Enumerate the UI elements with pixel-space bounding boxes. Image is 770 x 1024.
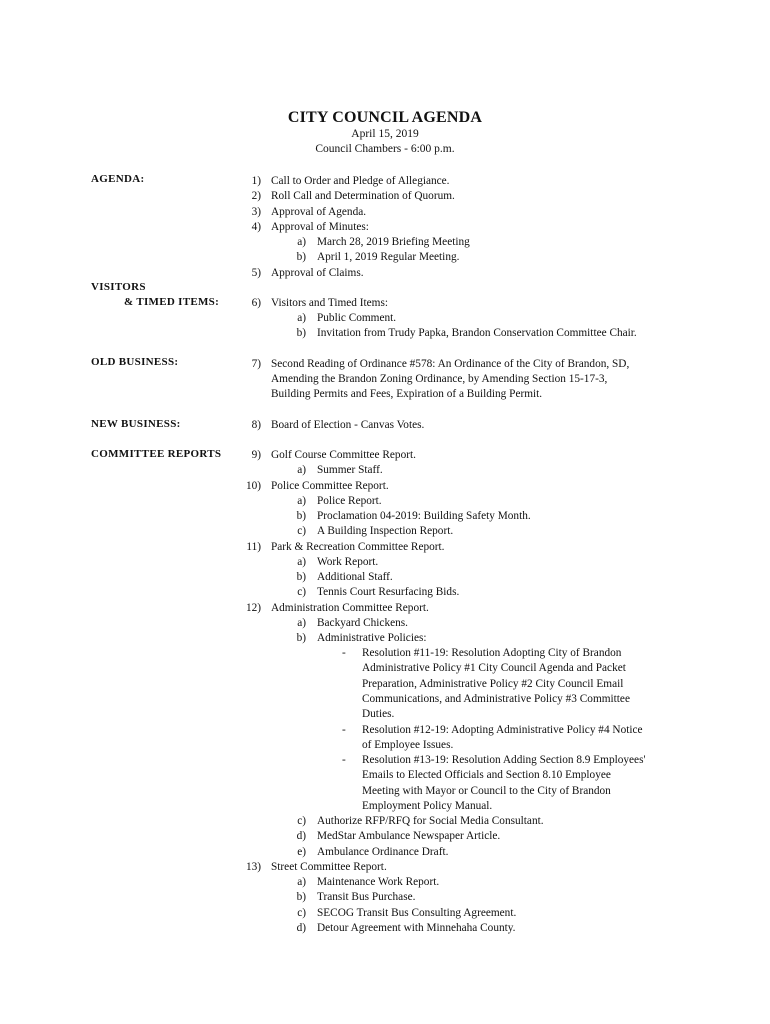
- item-number: 8): [251, 419, 261, 431]
- item-text: A Building Inspection Report.: [317, 525, 454, 537]
- item-text: Additional Staff.: [317, 571, 393, 583]
- agenda-line: [0, 921, 770, 936]
- item-text: Board of Election - Canvas Votes.: [271, 419, 425, 431]
- item-text: Communications, and Administrative Policy #3 Committee: [362, 693, 630, 705]
- item-number: b): [296, 632, 306, 644]
- agenda-line: [0, 738, 770, 753]
- agenda-line: [0, 677, 770, 692]
- agenda-line: [0, 860, 770, 875]
- section-timed-items: & TIMED ITEMS:: [124, 296, 220, 308]
- item-number: d): [296, 922, 306, 934]
- item-number: 10): [245, 480, 261, 492]
- item-text: Visitors and Timed Items:: [271, 297, 389, 309]
- item-text: April 1, 2019 Regular Meeting.: [317, 251, 460, 263]
- item-number: 7): [251, 358, 261, 370]
- item-text: Park & Recreation Committee Report.: [271, 541, 445, 553]
- item-number: c): [297, 907, 306, 919]
- item-number: a): [297, 876, 306, 888]
- item-text: Police Committee Report.: [271, 480, 389, 492]
- agenda-line: [0, 250, 770, 265]
- agenda-line: [0, 418, 770, 433]
- item-text: MedStar Ambulance Newspaper Article.: [317, 830, 501, 842]
- bullet-dash: -: [342, 647, 346, 659]
- item-number: b): [296, 251, 306, 263]
- item-number: b): [296, 510, 306, 522]
- item-text: Street Committee Report.: [271, 861, 387, 873]
- item-number: 5): [251, 267, 261, 279]
- item-text: March 28, 2019 Briefing Meeting: [317, 236, 470, 248]
- section-visitors: VISITORS: [91, 281, 146, 293]
- item-text: Resolution #13-19: Resolution Adding Section 8.9 Employees': [362, 754, 646, 766]
- item-text: Proclamation 04-2019: Building Safety Month.: [317, 510, 531, 522]
- agenda-line: [0, 723, 770, 738]
- agenda-line: [0, 540, 770, 555]
- item-number: 1): [251, 175, 261, 187]
- item-number: 2): [251, 190, 261, 202]
- item-text: Golf Course Committee Report.: [271, 449, 416, 461]
- agenda-line: [0, 814, 770, 829]
- item-text: Administration Committee Report.: [271, 602, 429, 614]
- item-text: Administrative Policies:: [317, 632, 427, 644]
- agenda-line: [0, 799, 770, 814]
- item-text: Tennis Court Resurfacing Bids.: [317, 586, 460, 598]
- agenda-line: [0, 296, 770, 311]
- agenda-line: [0, 311, 770, 326]
- page-title: CITY COUNCIL AGENDA: [287, 109, 483, 126]
- item-text: Backyard Chickens.: [317, 617, 408, 629]
- bullet-dash: -: [342, 724, 346, 736]
- agenda-line: [0, 875, 770, 890]
- item-text: Ambulance Ordinance Draft.: [317, 846, 449, 858]
- item-text: SECOG Transit Bus Consulting Agreement.: [317, 907, 517, 919]
- item-number: a): [297, 236, 306, 248]
- item-number: c): [297, 525, 306, 537]
- item-text: Second Reading of Ordinance #578: An Ordinance of the City of Brandon, SD,: [271, 358, 630, 370]
- agenda-line: [0, 570, 770, 585]
- item-number: 3): [251, 206, 261, 218]
- item-number: 11): [246, 541, 261, 553]
- item-text: Invitation from Trudy Papka, Brandon Conservation Committee Chair.: [317, 327, 637, 339]
- section-old-business: OLD BUSINESS:: [91, 356, 179, 368]
- section-committee-reports: COMMITTEE REPORTS: [91, 448, 222, 460]
- item-text: Approval of Claims.: [271, 267, 364, 279]
- item-number: c): [297, 586, 306, 598]
- agenda-line: [0, 205, 770, 220]
- item-number: b): [296, 327, 306, 339]
- item-text: Employment Policy Manual.: [362, 800, 493, 812]
- agenda-line: [0, 479, 770, 494]
- meeting-date: April 15, 2019: [351, 128, 419, 140]
- item-text: Detour Agreement with Minnehaha County.: [317, 922, 516, 934]
- item-text: Preparation, Administrative Policy #2 City Council Email: [362, 678, 624, 690]
- item-number: a): [297, 312, 306, 324]
- agenda-line: [0, 631, 770, 646]
- item-text: Police Report.: [317, 495, 382, 507]
- item-number: 9): [251, 449, 261, 461]
- item-text: Roll Call and Determination of Quorum.: [271, 190, 455, 202]
- item-text: of Employee Issues.: [362, 739, 454, 751]
- agenda-line: [0, 524, 770, 539]
- agenda-line: [0, 661, 770, 676]
- item-text: Approval of Minutes:: [271, 221, 369, 233]
- agenda-line: [0, 707, 770, 722]
- item-number: a): [297, 617, 306, 629]
- item-text: Duties.: [362, 708, 395, 720]
- bullet-dash: -: [342, 754, 346, 766]
- item-text: Transit Bus Purchase.: [317, 891, 416, 903]
- item-text: Amending the Brandon Zoning Ordinance, by Amending Section 15-17-3,: [271, 373, 608, 385]
- agenda-line: [0, 387, 770, 402]
- item-text: Approval of Agenda.: [271, 206, 367, 218]
- item-text: Administrative Policy #1 City Council Agenda and Packet: [362, 662, 626, 674]
- agenda-line: [0, 890, 770, 905]
- agenda-line: [0, 372, 770, 387]
- agenda-line: [0, 448, 770, 463]
- item-number: 4): [251, 221, 261, 233]
- agenda-line: [0, 555, 770, 570]
- agenda-line: [0, 601, 770, 616]
- section-new-business: NEW BUSINESS:: [91, 418, 181, 430]
- agenda-line: [0, 463, 770, 478]
- item-text: Building Permits and Fees, Expiration of a Building Permit.: [271, 388, 543, 400]
- item-text: Work Report.: [317, 556, 379, 568]
- agenda-line: [0, 174, 770, 189]
- item-number: d): [296, 830, 306, 842]
- agenda-line: [0, 220, 770, 235]
- item-text: Emails to Elected Officials and Section 8.10 Employee: [362, 769, 611, 781]
- item-text: Call to Order and Pledge of Allegiance.: [271, 175, 450, 187]
- item-text: Maintenance Work Report.: [317, 876, 440, 888]
- item-number: b): [296, 571, 306, 583]
- agenda-line: [0, 616, 770, 631]
- item-number: b): [296, 891, 306, 903]
- item-text: Meeting with Mayor or Council to the City of Brandon: [362, 785, 611, 797]
- item-number: a): [297, 495, 306, 507]
- agenda-line: [0, 768, 770, 783]
- item-number: a): [297, 556, 306, 568]
- item-text: Public Comment.: [317, 312, 397, 324]
- item-number: a): [297, 464, 306, 476]
- agenda-line: [0, 646, 770, 661]
- agenda-line: [0, 266, 770, 281]
- agenda-line: [0, 829, 770, 844]
- agenda-line: [0, 692, 770, 707]
- agenda-line: [0, 189, 770, 204]
- item-number: 13): [245, 861, 261, 873]
- agenda-line: [0, 494, 770, 509]
- section-agenda: AGENDA:: [91, 173, 145, 185]
- agenda-line: [0, 326, 770, 341]
- agenda-line: [0, 845, 770, 860]
- item-number: 6): [251, 297, 261, 309]
- item-number: 12): [245, 602, 261, 614]
- agenda-line: [0, 585, 770, 600]
- agenda-line: [0, 235, 770, 250]
- agenda-line: [0, 357, 770, 372]
- item-number: c): [297, 815, 306, 827]
- agenda-line: [0, 906, 770, 921]
- agenda-line: [0, 784, 770, 799]
- agenda-line: [0, 753, 770, 768]
- agenda-line: [0, 509, 770, 524]
- item-text: Resolution #11-19: Resolution Adopting City of Brandon: [362, 647, 622, 659]
- item-text: Summer Staff.: [317, 464, 383, 476]
- item-text: Authorize RFP/RFQ for Social Media Consultant.: [317, 815, 544, 827]
- item-number: e): [297, 846, 306, 858]
- item-text: Resolution #12-19: Adopting Administrative Policy #4 Notice: [362, 724, 643, 736]
- meeting-location: Council Chambers - 6:00 p.m.: [315, 143, 455, 155]
